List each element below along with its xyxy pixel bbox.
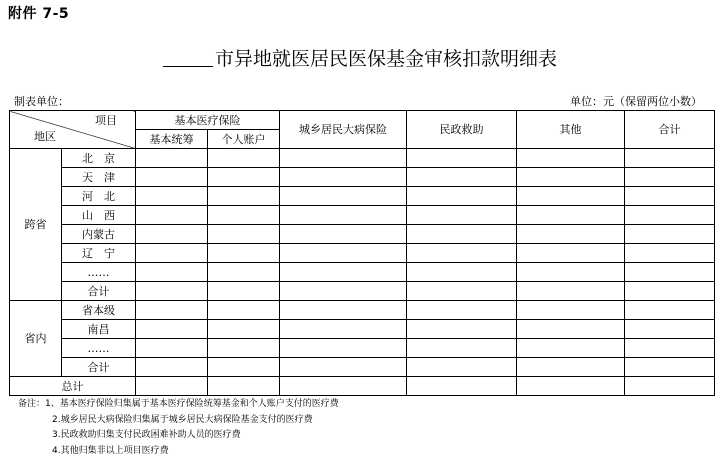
data-cell[interactable]	[625, 320, 715, 339]
data-cell[interactable]	[625, 206, 715, 225]
header-basic-medical: 基本医疗保险	[136, 111, 280, 130]
group-cross-province: 跨省	[10, 149, 62, 301]
data-cell[interactable]	[136, 187, 208, 206]
data-cell[interactable]	[517, 168, 625, 187]
row-label: ……	[62, 263, 136, 282]
row-label: 合计	[62, 282, 136, 301]
data-cell[interactable]	[136, 320, 208, 339]
header-region: 地区	[34, 130, 56, 143]
data-cell[interactable]	[407, 263, 517, 282]
data-cell[interactable]	[280, 377, 407, 396]
data-cell[interactable]	[208, 168, 280, 187]
data-cell[interactable]	[625, 339, 715, 358]
data-cell[interactable]	[136, 358, 208, 377]
data-cell[interactable]	[407, 377, 517, 396]
data-cell[interactable]	[208, 282, 280, 301]
deduction-detail-table	[9, 110, 715, 396]
data-cell[interactable]	[625, 301, 715, 320]
data-cell[interactable]	[407, 358, 517, 377]
data-cell[interactable]	[280, 187, 407, 206]
data-cell[interactable]	[517, 149, 625, 168]
table-row	[10, 301, 715, 320]
data-cell[interactable]	[407, 206, 517, 225]
data-cell[interactable]	[136, 263, 208, 282]
data-cell[interactable]	[280, 339, 407, 358]
data-cell[interactable]	[517, 301, 625, 320]
note-line: 4.其他归集非以上项目医疗费	[52, 445, 169, 456]
row-label: 天 津	[62, 168, 136, 187]
data-cell[interactable]	[625, 358, 715, 377]
title-text: 市异地就医居民医保基金审核扣款明细表	[214, 48, 557, 70]
data-cell[interactable]	[517, 339, 625, 358]
data-cell[interactable]	[280, 225, 407, 244]
data-cell[interactable]	[136, 206, 208, 225]
header-critical-illness: 城乡居民大病保险	[280, 111, 407, 149]
data-cell[interactable]	[625, 244, 715, 263]
data-cell[interactable]	[208, 225, 280, 244]
row-label: 辽 宁	[62, 244, 136, 263]
unit-label: 单位：元（保留两位小数）	[570, 95, 702, 108]
data-cell[interactable]	[625, 263, 715, 282]
data-cell[interactable]	[136, 225, 208, 244]
row-label: 河 北	[62, 187, 136, 206]
data-cell[interactable]	[280, 282, 407, 301]
data-cell[interactable]	[407, 187, 517, 206]
data-cell[interactable]	[208, 187, 280, 206]
data-cell[interactable]	[208, 339, 280, 358]
data-cell[interactable]	[136, 377, 208, 396]
prepared-by-label: 制表单位：	[14, 95, 69, 108]
data-cell[interactable]	[208, 206, 280, 225]
data-cell[interactable]	[407, 301, 517, 320]
note-line: 2.城乡居民大病保险归集属于城乡居民大病保险基金支付的医疗费	[52, 414, 313, 425]
data-cell[interactable]	[280, 168, 407, 187]
data-cell[interactable]	[407, 244, 517, 263]
data-cell[interactable]	[407, 149, 517, 168]
grand-total-label: 总计	[10, 377, 136, 396]
data-cell[interactable]	[280, 263, 407, 282]
data-cell[interactable]	[517, 225, 625, 244]
data-cell[interactable]	[517, 244, 625, 263]
data-cell[interactable]	[625, 225, 715, 244]
note-line: 3.民政救助归集支付民政困难补助人员的医疗费	[52, 430, 241, 440]
table-row	[10, 149, 715, 168]
row-label: 山 西	[62, 206, 136, 225]
header-total: 合计	[625, 111, 715, 149]
data-cell[interactable]	[407, 225, 517, 244]
data-cell[interactable]	[208, 320, 280, 339]
row-label: 内蒙古	[62, 225, 136, 244]
data-cell[interactable]	[625, 377, 715, 396]
data-cell[interactable]	[208, 377, 280, 396]
city-blank	[163, 49, 213, 67]
table-row	[10, 320, 715, 339]
data-cell[interactable]	[136, 168, 208, 187]
data-cell[interactable]	[280, 149, 407, 168]
table-row	[10, 168, 715, 187]
header-row-1	[10, 111, 715, 130]
header-personal-account: 个人账户	[208, 130, 280, 149]
data-cell[interactable]	[625, 149, 715, 168]
data-cell[interactable]	[208, 301, 280, 320]
data-cell[interactable]	[517, 377, 625, 396]
row-label: 南昌	[62, 320, 136, 339]
data-cell[interactable]	[407, 282, 517, 301]
grand-total-row	[10, 377, 715, 396]
row-label: 省本级	[62, 301, 136, 320]
data-cell[interactable]	[517, 358, 625, 377]
data-cell[interactable]	[280, 320, 407, 339]
data-cell[interactable]	[208, 358, 280, 377]
data-cell[interactable]	[136, 339, 208, 358]
data-cell[interactable]	[517, 320, 625, 339]
row-label: ……	[62, 339, 136, 358]
header-item: 项目	[95, 114, 117, 127]
data-cell[interactable]	[136, 282, 208, 301]
group-in-province: 省内	[10, 301, 62, 377]
data-cell[interactable]	[625, 187, 715, 206]
table-row	[10, 244, 715, 263]
table-row	[10, 187, 715, 206]
header-item-region-cell	[10, 111, 136, 149]
data-cell[interactable]	[280, 301, 407, 320]
note-item: 1、基本医疗保险归集属于基本医疗保险统筹基金和个人账户支付的医疗费	[45, 399, 339, 409]
data-cell[interactable]	[280, 244, 407, 263]
data-cell[interactable]	[208, 149, 280, 168]
row-label: 合计	[62, 358, 136, 377]
data-cell[interactable]	[407, 320, 517, 339]
table-row	[10, 206, 715, 225]
data-cell[interactable]	[517, 206, 625, 225]
table-row	[10, 339, 715, 358]
notes	[18, 397, 339, 459]
data-cell[interactable]	[208, 263, 280, 282]
attachment-label: 附件 7-5	[8, 6, 70, 22]
data-cell[interactable]	[625, 282, 715, 301]
data-cell[interactable]	[280, 206, 407, 225]
table-row	[10, 282, 715, 301]
notes-prefix: 备注：	[18, 399, 46, 409]
header-basic-pool: 基本统筹	[136, 130, 208, 149]
data-cell[interactable]	[407, 339, 517, 358]
page-title	[0, 44, 720, 71]
data-cell[interactable]	[136, 149, 208, 168]
data-cell[interactable]	[517, 187, 625, 206]
table-row	[10, 358, 715, 377]
header-civil-assistance: 民政救助	[407, 111, 517, 149]
data-cell[interactable]	[517, 263, 625, 282]
data-cell[interactable]	[407, 168, 517, 187]
data-cell[interactable]	[208, 244, 280, 263]
data-cell[interactable]	[280, 358, 407, 377]
table-row	[10, 263, 715, 282]
data-cell[interactable]	[517, 282, 625, 301]
note-line	[18, 397, 339, 413]
data-cell[interactable]	[136, 244, 208, 263]
data-cell[interactable]	[625, 168, 715, 187]
row-label: 北 京	[62, 149, 136, 168]
data-cell[interactable]	[136, 301, 208, 320]
header-other: 其他	[517, 111, 625, 149]
table-row	[10, 225, 715, 244]
